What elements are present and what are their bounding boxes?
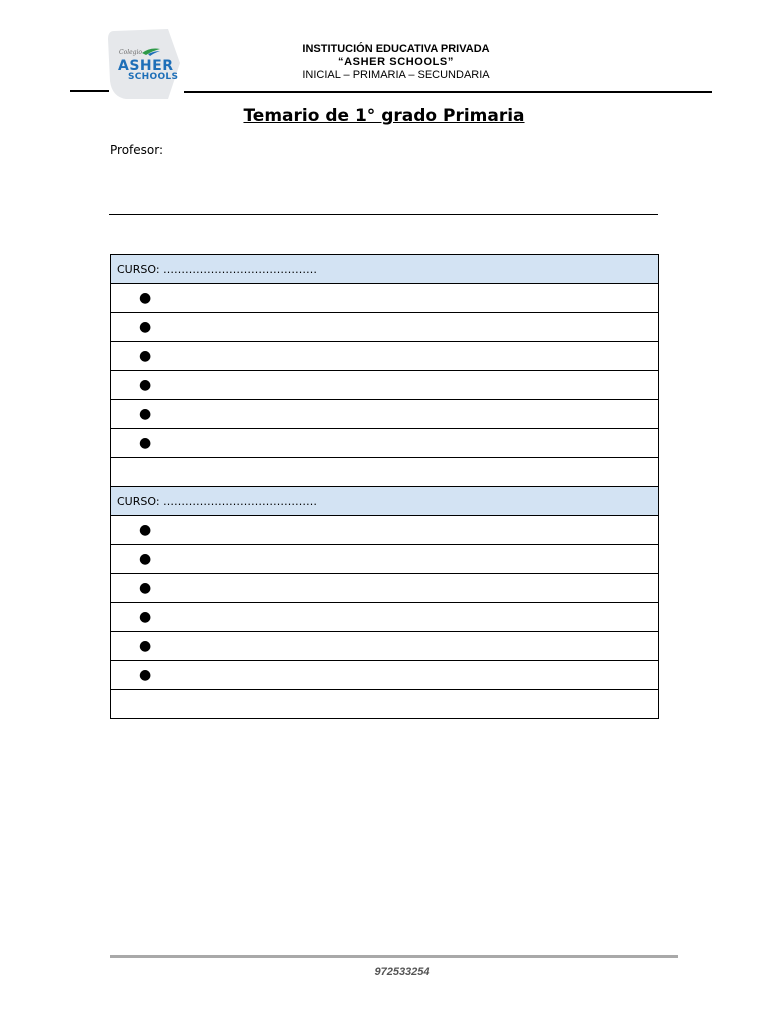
document-title: Temario de 1° grado Primaria (243, 106, 525, 126)
bullet-icon: ● (139, 551, 152, 567)
bullet-icon: ● (139, 435, 152, 451)
logo-brand-line2: SCHOOLS (128, 72, 179, 82)
footer-rule (110, 955, 678, 958)
topic-row (111, 603, 659, 632)
topic-row (111, 342, 659, 371)
bullet-icon: ● (139, 290, 152, 306)
header-rule-right (184, 91, 712, 93)
bullet-icon: ● (139, 406, 152, 422)
profesor-label: Profesor: (110, 143, 164, 157)
institution-levels: INICIAL – PRIMARIA – SECUNDARIA (302, 69, 490, 81)
topic-row (111, 429, 659, 458)
bullet-icon: ● (139, 348, 152, 364)
bullet-icon: ● (139, 377, 152, 393)
bullet-icon: ● (139, 522, 152, 538)
profesor-line (109, 214, 658, 215)
bullet-icon: ● (139, 638, 152, 654)
topic-row (111, 574, 659, 603)
empty-row (111, 458, 659, 487)
header-rule-left (70, 90, 109, 92)
bullet-icon: ● (139, 667, 152, 683)
topic-row (111, 632, 659, 661)
topic-row (111, 284, 659, 313)
institution-header (246, 43, 546, 82)
logo-small-text: Colegio (119, 49, 143, 56)
course-heading: CURSO: …………………………………… (111, 487, 659, 516)
topic-row (111, 661, 659, 690)
empty-row (111, 690, 659, 719)
institution-type: INSTITUCIÓN EDUCATIVA PRIVADA (302, 43, 490, 55)
bullet-icon: ● (139, 319, 152, 335)
bullet-icon: ● (139, 580, 152, 596)
institution-name: “ASHER SCHOOLS” (338, 56, 454, 68)
course-header-row (111, 487, 659, 516)
topic-row (111, 400, 659, 429)
logo-brand-line1: ASHER (118, 58, 174, 74)
topic-row (111, 516, 659, 545)
school-logo (108, 29, 180, 99)
topic-row (111, 371, 659, 400)
temario-table (110, 254, 659, 719)
course-header-row (111, 255, 659, 284)
footer-phone: 972533254 (374, 966, 430, 978)
course-heading: CURSO: …………………………………… (111, 255, 659, 284)
topic-row (111, 313, 659, 342)
topic-row (111, 545, 659, 574)
bullet-icon: ● (139, 609, 152, 625)
